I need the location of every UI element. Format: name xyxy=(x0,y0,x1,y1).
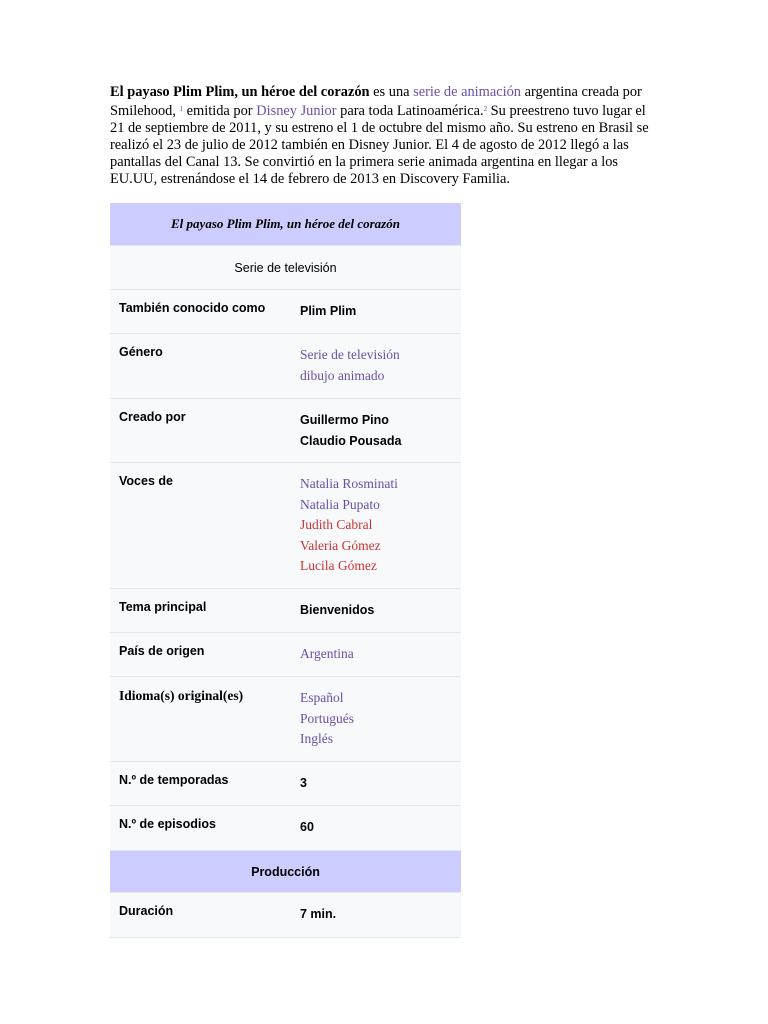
intro-text: Su preestreno tuvo lugar el 21 de septiembre de 2011, y su estreno el 1 de octubre del mismo año. Su estreno en Brasil se realizó el 23 de julio de 2012 también en Disney Junior. El 4 de agosto de 2012 llegó a las pantallas del Canal 13. Se convirtió en la primera serie animada argentina en llegar a los EU.UU, estrenándose el 14 de febrero de 2013 en Discovery Familia. xyxy=(110,103,649,187)
row-label: País de origen xyxy=(119,644,205,658)
intro-text: argentina creada por Smilehood, xyxy=(110,84,642,119)
ref-1[interactable]: 1 xyxy=(179,105,184,113)
infobox-section-produccion xyxy=(110,851,461,893)
row-value: 60 xyxy=(300,820,314,834)
link-language[interactable]: Inglés xyxy=(300,731,333,746)
link-dibujo-animado[interactable]: dibujo animado xyxy=(300,367,385,383)
row-value: Claudio Pousada xyxy=(300,433,402,448)
row-label: Idioma(s) original(es) xyxy=(119,688,244,703)
infobox-row-conocido xyxy=(110,290,461,334)
intro-text: emitida por xyxy=(183,103,257,119)
infobox-row-voces xyxy=(110,463,461,589)
row-value: Plim Plim xyxy=(300,304,357,318)
row-label: También conocido como xyxy=(119,301,266,315)
row-label: Género xyxy=(119,345,163,359)
row-value: Bienvenidos xyxy=(300,603,375,617)
row-label: Voces de xyxy=(119,474,173,488)
redlink-voice-actor[interactable]: Judith Cabral xyxy=(300,517,373,532)
link-disney-junior[interactable]: Disney Junior xyxy=(256,103,337,119)
infobox-row-pais xyxy=(110,633,461,677)
infobox-subtitle: Serie de televisión xyxy=(234,260,337,275)
intro-title: El payaso Plim Plim, un héroe del corazón xyxy=(110,84,370,100)
infobox-row-episodios xyxy=(110,806,461,851)
row-value: Guillermo Pino xyxy=(300,413,389,427)
infobox-subtitle-row xyxy=(110,246,461,290)
row-label: N.º de temporadas xyxy=(119,773,229,787)
infobox-row-creado xyxy=(110,399,461,463)
redlink-voice-actor[interactable]: Valeria Gómez xyxy=(300,537,381,553)
section-header: Producción xyxy=(251,864,320,879)
row-value: 3 xyxy=(300,776,307,790)
row-label: Duración xyxy=(119,904,174,918)
link-voice-actor[interactable]: Natalia Pupato xyxy=(300,496,380,512)
infobox-row-idioma xyxy=(110,677,461,762)
row-label: Tema principal xyxy=(119,600,207,614)
intro-text: es una xyxy=(369,84,414,100)
link-language[interactable]: Español xyxy=(300,690,344,705)
infobox-row-temporadas xyxy=(110,762,461,806)
infobox-row-duracion xyxy=(110,893,461,938)
link-argentina[interactable]: Argentina xyxy=(300,646,354,661)
ref-2[interactable]: 2 xyxy=(483,105,488,113)
infobox-title: El payaso Plim Plim, un héroe del corazón xyxy=(171,216,400,231)
link-voice-actor[interactable]: Natalia Rosminati xyxy=(300,476,398,491)
intro-text: para toda Latinoamérica. xyxy=(336,103,484,119)
row-label: N.º de episodios xyxy=(119,817,216,831)
link-language[interactable]: Portugués xyxy=(300,710,354,726)
infobox xyxy=(110,203,461,938)
infobox-row-genero xyxy=(110,334,461,399)
row-value: 7 min. xyxy=(300,907,337,921)
redlink-voice-actor[interactable]: Lucila Gómez xyxy=(300,558,377,573)
link-serie-television[interactable]: Serie de televisión xyxy=(300,347,400,362)
intro-paragraph xyxy=(110,84,662,188)
row-label: Creado por xyxy=(119,410,186,424)
link-serie-animacion[interactable]: serie de animación xyxy=(413,84,522,100)
infobox-row-tema xyxy=(110,589,461,633)
infobox-title-row xyxy=(110,203,461,246)
